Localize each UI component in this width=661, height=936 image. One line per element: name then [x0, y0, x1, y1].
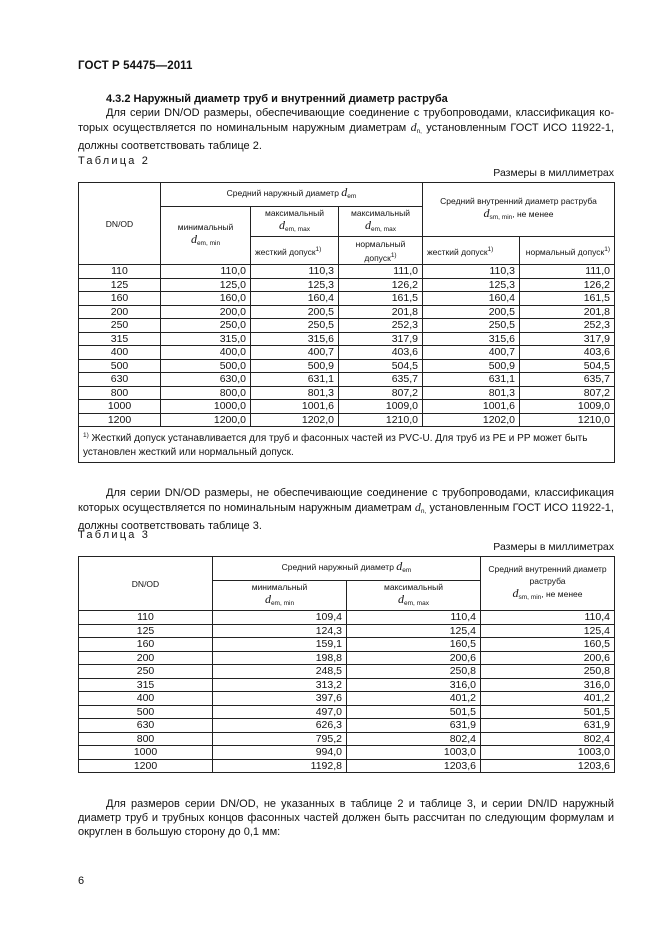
th-strict2 [423, 237, 520, 265]
para-text: Для серии DN/OD размеры, не обеспечивающие соединение с трубопроводами, классификация которых осуществляется по номинальным наружным диаметрам [78, 487, 614, 514]
var-d: d [190, 232, 197, 246]
table-cell: 160 [79, 292, 161, 306]
table-cell: 400 [79, 692, 213, 706]
table-cell: 500 [79, 705, 213, 719]
table-cell: 252,3 [339, 319, 423, 333]
table-cell: 161,5 [339, 292, 423, 306]
table-cell: 1003,0 [347, 746, 481, 760]
table-cell: 161,5 [520, 292, 615, 306]
document-header: ГОСТ Р 54475—2011 [78, 60, 193, 72]
table-cell: 1000 [79, 746, 213, 760]
table-cell: 397,6 [213, 692, 347, 706]
table-cell: 250,8 [481, 665, 615, 679]
table-cell: 401,2 [347, 692, 481, 706]
table-cell: 504,5 [339, 359, 423, 373]
table-cell: 400,7 [251, 346, 339, 360]
table-cell: 1202,0 [251, 413, 339, 427]
table-row [79, 678, 615, 692]
th-max2-text: максимальный [351, 208, 410, 218]
table-cell: 160 [79, 638, 213, 652]
table-cell: 160,5 [347, 638, 481, 652]
th-normal1 [339, 237, 423, 265]
table-cell: 802,4 [347, 732, 481, 746]
table-cell: 807,2 [339, 386, 423, 400]
table-cell: 800,0 [161, 386, 251, 400]
section-heading: 4.3.2 Наружный диаметр труб и внутренний диаметр раструба [106, 93, 448, 105]
table-row [79, 359, 615, 373]
var-d: d [398, 592, 405, 606]
th-mean-inner-tail: , не менее [541, 589, 583, 599]
table-cell: 248,5 [213, 665, 347, 679]
th-max1 [251, 207, 339, 237]
th-max-text: максимальный [384, 582, 443, 592]
table-cell: 801,3 [423, 386, 520, 400]
th-min [213, 581, 347, 611]
table-cell: 401,2 [481, 692, 615, 706]
table-row [79, 332, 615, 346]
section-4-3-2 [78, 92, 614, 153]
table-row [79, 386, 615, 400]
th-mean-inner-tail: , не менее [512, 209, 554, 219]
var-d: d [414, 500, 421, 514]
var-d: d [264, 592, 271, 606]
footnote-text: Жесткий допуск устанавливается для труб и фасонных частей из PVC-U. Для труб из PE и PP может быть установлен жесткий или нормальный допуск. [83, 433, 588, 458]
table-cell: 110 [79, 611, 213, 625]
table3-caption: Таблица 3 [78, 529, 151, 541]
table-cell: 1210,0 [520, 413, 615, 427]
table-cell: 631,1 [423, 373, 520, 387]
table-cell: 315,6 [251, 332, 339, 346]
table-cell: 316,0 [347, 678, 481, 692]
table-cell: 124,3 [213, 624, 347, 638]
table-cell: 800 [79, 386, 161, 400]
table-cell: 807,2 [520, 386, 615, 400]
table-row [79, 292, 615, 306]
table-cell: 403,6 [520, 346, 615, 360]
table-cell: 200,5 [251, 305, 339, 319]
th-dnod-text: DN/OD [131, 578, 160, 589]
th-min-text: минимальный [177, 222, 234, 232]
var-d: d [410, 120, 417, 134]
th-mean-outer-text: Средний наружный диаметр [226, 188, 342, 198]
table-cell: 400 [79, 346, 161, 360]
footnote-mark: 1) [83, 432, 89, 439]
table-3 [78, 556, 615, 773]
table-cell: 795,2 [213, 732, 347, 746]
th-strict1 [251, 237, 339, 265]
table-cell: 125,0 [161, 278, 251, 292]
th-mean-outer [213, 557, 481, 581]
table-cell: 1000,0 [161, 400, 251, 414]
table-cell: 800 [79, 732, 213, 746]
table-cell: 630,0 [161, 373, 251, 387]
table-cell: 250,5 [251, 319, 339, 333]
var-d: d [396, 559, 403, 573]
th-max1-text: максимальный [265, 208, 324, 218]
table-cell: 250,8 [347, 665, 481, 679]
table-cell: 1001,6 [251, 400, 339, 414]
table-cell: 801,3 [251, 386, 339, 400]
table-cell: 635,7 [520, 373, 615, 387]
table-cell: 631,1 [251, 373, 339, 387]
table-cell: 110,3 [423, 265, 520, 279]
th-dnod-text: DN/OD [105, 218, 134, 229]
table-row [79, 611, 615, 625]
table-row [79, 746, 615, 760]
th-min [161, 207, 251, 265]
table-cell: 1203,6 [347, 759, 481, 773]
table-cell: 126,2 [339, 278, 423, 292]
table-cell: 160,5 [481, 638, 615, 652]
table-cell: 110,4 [347, 611, 481, 625]
footnote-ref: 1) [487, 245, 494, 253]
th-min-text: минимальный [251, 582, 308, 592]
table-cell: 1200 [79, 413, 161, 427]
table-cell: 1200,0 [161, 413, 251, 427]
table-cell: 497,0 [213, 705, 347, 719]
th-max [347, 581, 481, 611]
table-cell: 111,0 [520, 265, 615, 279]
table-cell: 110,3 [251, 265, 339, 279]
table-cell: 626,3 [213, 719, 347, 733]
table-cell: 501,5 [347, 705, 481, 719]
table-cell: 1203,6 [481, 759, 615, 773]
th-mean-outer-text: Средний наружный диаметр [281, 562, 397, 572]
table-row [79, 373, 615, 387]
table-row [79, 665, 615, 679]
th-mean-outer [161, 183, 423, 207]
table-cell: 403,6 [339, 346, 423, 360]
table-cell: 200,6 [347, 651, 481, 665]
table-cell: 315 [79, 678, 213, 692]
table-cell: 250 [79, 665, 213, 679]
th-strict2-text: жесткий допуск [427, 246, 488, 257]
table-cell: 160,0 [161, 292, 251, 306]
paragraph-2 [78, 486, 614, 533]
table-cell: 631,9 [481, 719, 615, 733]
table-cell: 315,0 [161, 332, 251, 346]
table-cell: 160,4 [251, 292, 339, 306]
var-sub: em, max [404, 600, 429, 607]
table-cell: 1009,0 [339, 400, 423, 414]
th-strict1-text: жесткий допуск [255, 246, 316, 257]
var-d: d [341, 185, 348, 199]
table-cell: 631,9 [347, 719, 481, 733]
table-cell: 315,6 [423, 332, 520, 346]
table-cell: 501,5 [481, 705, 615, 719]
table-cell: 201,8 [339, 305, 423, 319]
table-row [79, 719, 615, 733]
th-mean-inner-text: Средний внутренний диаметр раструба [488, 564, 607, 586]
table2-caption: Таблица 2 [78, 155, 151, 167]
table-cell: 635,7 [339, 373, 423, 387]
table-cell: 125,4 [481, 624, 615, 638]
section-paragraph [78, 106, 614, 153]
table-row [79, 705, 615, 719]
footnote-ref: 1) [604, 245, 610, 253]
table-cell: 200,5 [423, 305, 520, 319]
table-cell: 802,4 [481, 732, 615, 746]
table-cell: 110 [79, 265, 161, 279]
table-2 [78, 182, 615, 463]
table-cell: 250 [79, 319, 161, 333]
var-d: d [279, 218, 286, 232]
var-sub: n, [420, 508, 427, 515]
page-number: 6 [78, 875, 85, 887]
table2-footnote [79, 427, 615, 463]
table-cell: 1001,6 [423, 400, 520, 414]
table-cell: 994,0 [213, 746, 347, 760]
para-text: Для серии DN/OD размеры, обеспечивающие соединение с трубопроводами, классификация ко-торых осуществляется по номинальным наружным диаметрам [78, 107, 614, 134]
var-sub: em, max [285, 226, 310, 233]
para-text-end: установленным ГОСТ ИСО 11922-1, должны соответствовать таблице 3. [78, 502, 614, 532]
table-row [79, 638, 615, 652]
var-sub: em, min [270, 600, 295, 607]
table-row [79, 732, 615, 746]
var-sub: em [402, 567, 412, 574]
th-dnod [79, 557, 213, 611]
table-row [79, 305, 615, 319]
table-cell: 313,2 [213, 678, 347, 692]
table-row [79, 624, 615, 638]
table-cell: 500 [79, 359, 161, 373]
para-text-end: установленным ГОСТ ИСО 11922-1, должны соответствовать таблице 2. [78, 122, 614, 152]
table2-units: Размеры в миллиметрах [493, 167, 614, 179]
table-cell: 630 [79, 719, 213, 733]
table-cell: 1192,8 [213, 759, 347, 773]
table-cell: 250,0 [161, 319, 251, 333]
table-cell: 1210,0 [339, 413, 423, 427]
var-sub: em, min [196, 240, 221, 247]
th-normal2-text: нормальный допуск [525, 246, 605, 257]
table-cell: 500,0 [161, 359, 251, 373]
table-cell: 110,4 [481, 611, 615, 625]
table-cell: 159,1 [213, 638, 347, 652]
table2-body [79, 265, 615, 427]
table-cell: 201,8 [520, 305, 615, 319]
table-cell: 1000 [79, 400, 161, 414]
table-cell: 252,3 [520, 319, 615, 333]
table-cell: 1009,0 [520, 400, 615, 414]
table-cell: 125 [79, 624, 213, 638]
table-cell: 317,9 [520, 332, 615, 346]
table-cell: 250,5 [423, 319, 520, 333]
var-d: d [512, 586, 519, 600]
table-cell: 316,0 [481, 678, 615, 692]
table-cell: 630 [79, 373, 161, 387]
table-row [79, 413, 615, 427]
table-cell: 500,9 [423, 359, 520, 373]
table-cell: 111,0 [339, 265, 423, 279]
th-mean-inner [481, 557, 615, 611]
table-cell: 1200 [79, 759, 213, 773]
table-row [79, 265, 615, 279]
table-cell: 315 [79, 332, 161, 346]
paragraph-3: Для размеров серии DN/OD, не указанных в таблице 2 и таблице 3, и серии DN/ID наружный диаметр труб и трубных концов фасонных частей должен быть рассчитан по следующим формулам и округлен в большую сторону до 0,1 мм: [78, 798, 614, 838]
var-d: d [483, 206, 490, 220]
th-normal2 [520, 237, 615, 265]
var-sub: sm, min [518, 594, 542, 601]
table-cell: 400,7 [423, 346, 520, 360]
table-cell: 126,2 [520, 278, 615, 292]
table-cell: 317,9 [339, 332, 423, 346]
table-cell: 200 [79, 651, 213, 665]
th-mean-inner [423, 183, 615, 237]
table3-body [79, 611, 615, 773]
table-row [79, 651, 615, 665]
table-row [79, 759, 615, 773]
table-cell: 400,0 [161, 346, 251, 360]
table3-units: Размеры в миллиметрах [493, 541, 614, 553]
table-cell: 200,6 [481, 651, 615, 665]
var-sub: em [347, 193, 357, 200]
th-dnod [79, 183, 161, 265]
th-mean-inner-text: Средний внутренний диаметр раструба [440, 196, 597, 206]
table-row [79, 319, 615, 333]
table-cell: 110,0 [161, 265, 251, 279]
table-cell: 160,4 [423, 292, 520, 306]
footnote-ref: 1) [390, 251, 397, 259]
table-cell: 1202,0 [423, 413, 520, 427]
th-max2 [339, 207, 423, 237]
table-row [79, 400, 615, 414]
table-cell: 125,4 [347, 624, 481, 638]
table-cell: 198,8 [213, 651, 347, 665]
var-sub: em, max [371, 226, 396, 233]
table-row [79, 278, 615, 292]
footnote-ref: 1) [315, 245, 322, 253]
table-cell: 500,9 [251, 359, 339, 373]
table-cell: 125,3 [251, 278, 339, 292]
th-normal1-text: нормальный допуск [355, 238, 406, 263]
var-sub: sm, min [489, 214, 513, 221]
table-cell: 200 [79, 305, 161, 319]
table-cell: 1003,0 [481, 746, 615, 760]
table-cell: 125 [79, 278, 161, 292]
table-cell: 125,3 [423, 278, 520, 292]
var-d: d [365, 218, 372, 232]
table-cell: 109,4 [213, 611, 347, 625]
var-sub: n, [416, 128, 422, 135]
table-cell: 200,0 [161, 305, 251, 319]
table-row [79, 346, 615, 360]
table-cell: 504,5 [520, 359, 615, 373]
table-row [79, 692, 615, 706]
